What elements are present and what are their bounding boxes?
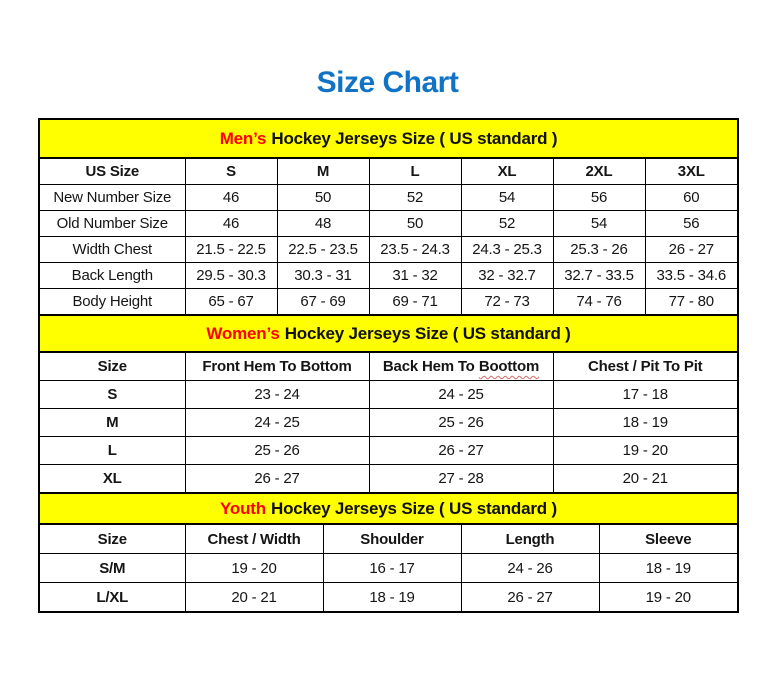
cell: 52 <box>461 211 553 237</box>
youth-size-table <box>38 492 739 613</box>
col-header: US Size <box>39 158 185 185</box>
col-header: 2XL <box>553 158 645 185</box>
row-label: Old Number Size <box>39 211 185 237</box>
youth-section-title: Hockey Jerseys Size ( US standard ) <box>271 498 557 518</box>
cell: 20 - 21 <box>185 583 323 613</box>
womens-section-header-row <box>39 315 738 352</box>
cell: 22.5 - 23.5 <box>277 237 369 263</box>
cell: 32 - 32.7 <box>461 263 553 289</box>
cell: 26 - 27 <box>185 465 369 494</box>
youth-section-highlight: Youth <box>220 498 266 518</box>
row-label: L <box>39 437 185 465</box>
cell: 46 <box>185 185 277 211</box>
cell: 26 - 27 <box>645 237 738 263</box>
womens-column-header-row <box>39 352 738 381</box>
cell: 33.5 - 34.6 <box>645 263 738 289</box>
row-label: Width Chest <box>39 237 185 263</box>
cell: 16 - 17 <box>323 554 461 583</box>
cell: 65 - 67 <box>185 289 277 316</box>
cell: 25.3 - 26 <box>553 237 645 263</box>
cell: 19 - 20 <box>185 554 323 583</box>
womens-section-title: Hockey Jerseys Size ( US standard ) <box>284 323 571 343</box>
cell: 52 <box>369 185 461 211</box>
cell: 31 - 32 <box>369 263 461 289</box>
row-label: S <box>39 381 185 409</box>
mens-section-highlight: Men’s <box>219 128 267 148</box>
cell: 23 - 24 <box>185 381 369 409</box>
cell: 26 - 27 <box>369 437 553 465</box>
row-label: Back Length <box>39 263 185 289</box>
table-row <box>39 211 738 237</box>
mens-column-header-row <box>39 158 738 185</box>
col-header: XL <box>461 158 553 185</box>
youth-section-header <box>39 493 738 524</box>
womens-section-highlight: Women’s <box>206 323 280 343</box>
row-label: XL <box>39 465 185 494</box>
cell: 67 - 69 <box>277 289 369 316</box>
cell: 69 - 71 <box>369 289 461 316</box>
table-row <box>39 237 738 263</box>
col-header: L <box>369 158 461 185</box>
cell: 24.3 - 25.3 <box>461 237 553 263</box>
cell: 46 <box>185 211 277 237</box>
page-title: Size Chart <box>316 66 459 99</box>
cell: 17 - 18 <box>553 381 738 409</box>
cell: 18 - 19 <box>553 409 738 437</box>
col-header: Size <box>39 352 185 381</box>
row-label: M <box>39 409 185 437</box>
row-label: Body Height <box>39 289 185 316</box>
mens-section-header <box>39 119 738 158</box>
cell: 24 - 26 <box>461 554 599 583</box>
table-row <box>39 289 738 316</box>
cell: 48 <box>277 211 369 237</box>
cell: 20 - 21 <box>553 465 738 494</box>
col-header: Chest / Pit To Pit <box>553 352 738 381</box>
cell: 74 - 76 <box>553 289 645 316</box>
table-row <box>39 465 738 494</box>
cell: 56 <box>553 185 645 211</box>
col-header: S <box>185 158 277 185</box>
row-label: S/M <box>39 554 185 583</box>
col-header-misspelled <box>369 352 553 381</box>
table-row <box>39 409 738 437</box>
cell: 56 <box>645 211 738 237</box>
table-row <box>39 381 738 409</box>
cell: 18 - 19 <box>323 583 461 613</box>
cell: 60 <box>645 185 738 211</box>
table-row <box>39 185 738 211</box>
col-header: Shoulder <box>323 524 461 554</box>
cell: 21.5 - 22.5 <box>185 237 277 263</box>
cell: 27 - 28 <box>369 465 553 494</box>
table-row <box>39 583 738 613</box>
mens-section-header-row <box>39 119 738 158</box>
col-header: Chest / Width <box>185 524 323 554</box>
womens-section-header <box>39 315 738 352</box>
table-row <box>39 554 738 583</box>
cell: 19 - 20 <box>553 437 738 465</box>
col-header: 3XL <box>645 158 738 185</box>
col-header: Length <box>461 524 599 554</box>
youth-column-header-row <box>39 524 738 554</box>
womens-size-table <box>38 314 739 494</box>
cell: 24 - 25 <box>369 381 553 409</box>
cell: 72 - 73 <box>461 289 553 316</box>
mens-size-table <box>38 118 739 316</box>
cell: 25 - 26 <box>185 437 369 465</box>
row-label: L/XL <box>39 583 185 613</box>
cell: 25 - 26 <box>369 409 553 437</box>
cell: 54 <box>461 185 553 211</box>
row-label: New Number Size <box>39 185 185 211</box>
cell: 50 <box>277 185 369 211</box>
col-header: Size <box>39 524 185 554</box>
cell: 26 - 27 <box>461 583 599 613</box>
cell: 50 <box>369 211 461 237</box>
col-header: Sleeve <box>599 524 738 554</box>
youth-section-header-row <box>39 493 738 524</box>
table-row <box>39 263 738 289</box>
cell: 77 - 80 <box>645 289 738 316</box>
col-header: M <box>277 158 369 185</box>
cell: 19 - 20 <box>599 583 738 613</box>
cell: 18 - 19 <box>599 554 738 583</box>
cell: 54 <box>553 211 645 237</box>
col-header: Front Hem To Bottom <box>185 352 369 381</box>
cell: 32.7 - 33.5 <box>553 263 645 289</box>
cell: 24 - 25 <box>185 409 369 437</box>
size-chart-tables <box>38 118 737 613</box>
cell: 23.5 - 24.3 <box>369 237 461 263</box>
mens-section-title: Hockey Jerseys Size ( US standard ) <box>271 128 558 148</box>
cell: 30.3 - 31 <box>277 263 369 289</box>
spellcheck-underlined-word: Boottom <box>478 358 540 375</box>
col-header-text: Back Hem To <box>382 358 475 375</box>
table-row <box>39 437 738 465</box>
cell: 29.5 - 30.3 <box>185 263 277 289</box>
